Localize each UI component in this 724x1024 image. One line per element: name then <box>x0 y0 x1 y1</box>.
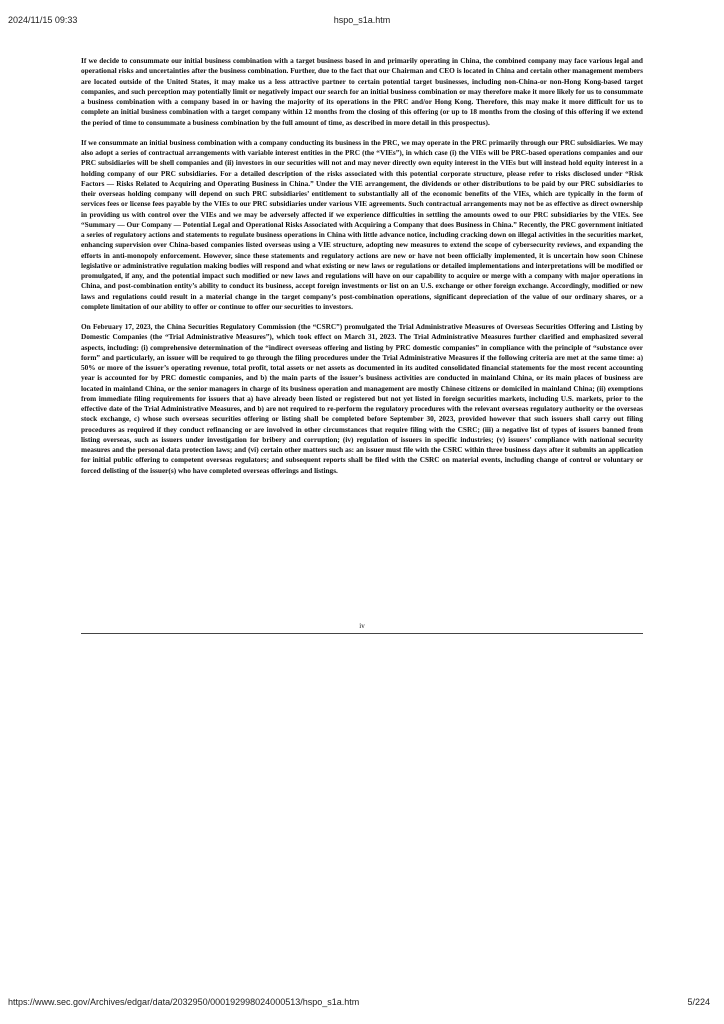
browser-print-header <box>0 15 724 29</box>
paragraph-business-combination-china: If we decide to consummate our initial business combination with a target business based in and primarily operating in China, the combined company may face various legal and operational risks and uncertainties after the business combination. Further, due to the fact that our Chairman and CEO is located in China and certain other management members are located outside of the United States, it may make us a less attractive partner to certain potential target businesses, including non-China-or non-Hong Kong-based target companies, and such perception may potentially limit or negatively impact our search for an initial business combination or may therefore make it more likely for us to consummate a business combination with a company based in or having the majority of its operations in the PRC and/or Hong Kong. Therefore, this may make it more difficult for us to complete an initial business combination with a target company within 12 months from the closing of this offering (or up to 18 months from the closing of this offering if we extend the period of time to consummate a business combination by the full amount of time, as described in more detail in this prospectus). <box>81 56 643 127</box>
document-body <box>81 56 643 486</box>
browser-print-footer <box>0 997 724 1011</box>
print-page-count: 5/224 <box>687 997 710 1007</box>
paragraph-vie-structure: If we consummate an initial business combination with a company conducting its business in the PRC, we may operate in the PRC primarily through our PRC subsidiaries. We may also adopt a series of contractual arrangements with variable interest entities in the PRC (the “VIEs”), in which case (i) the VIEs will be PRC-based operations companies and our PRC subsidiaries will be shell companies and (ii) investors in our securities will not and may never directly own equity interest in the VIEs but will instead hold equity interest in a holding company of our PRC subsidiaries. For a detailed description of the risks associated with this potential corporate structure, please refer to risks disclosed under “Risk Factors — Risks Related to Acquiring and Operating Business in China.” Under the VIE arrangement, the dividends or other distributions to be paid by our PRC subsidiaries to their overseas holding company will depend on such PRC subsidiaries’ entitlement to substantially all of the economic benefits of the VIEs, which are typically in the form of services fees or license fees payable by the VIEs to our PRC subsidiaries under various VIE agreements. Such contractual arrangements may not be as effective as direct ownership in providing us with control over the VIEs and we may be adversely affected if we experience difficulties in settling the amounts owed to our PRC subsidiaries by the VIEs. See “Summary — Our Company — Potential Legal and Operational Risks Associated with Acquiring a Company that does Business in China.” Recently, the PRC government initiated a series of regulatory actions and statements to regulate business operations in China with little advance notice, including cracking down on illegal activities in the securities market, enhancing supervision over China-based companies listed overseas using a VIE structure, adopting new measures to extend the scope of cybersecurity reviews, and expanding the efforts in anti-monopoly enforcement. However, since these statements and regulatory actions are new or have not been officially implemented, it is uncertain how soon Chinese legislative or administrative regulation making bodies will respond and what existing or new laws or regulations or detailed implementations and interpretations will be modified or promulgated, if any, and the potential impact such modified or new laws and regulations will have on our capability to acquire or merge with a company with major operations in China, and post-combination entity’s ability to conduct its business, accept foreign investments or list on an U.S. exchange or other foreign exchange. Accordingly, modified or new laws and regulations could result in a material change in the target company’s post-combination operations, significant depreciation of the value of our ordinary shares, or a complete limitation of our ability to offer or continue to offer our securities to investors. <box>81 137 643 311</box>
print-url: https://www.sec.gov/Archives/edgar/data/2032950/000192998024000513/hspo_s1a.htm <box>8 997 360 1007</box>
page-number: iv <box>359 622 365 630</box>
print-datetime: 2024/11/15 09:33 <box>8 15 78 25</box>
page-divider <box>81 633 643 634</box>
paragraph-csrc-trial-measures: On February 17, 2023, the China Securities Regulatory Commission (the “CSRC”) promulgated the Trial Administrative Measures of Overseas Securities Offering and Listing by Domestic Companies (the “Trial Administrative Measures”), which took effect on March 31, 2023. The Trial Administrative Measures further clarified and emphasized several aspects, including: (i) comprehensive determination of the “indirect overseas offering and listing by PRC domestic companies” in compliance with the principle of “substance over form” and particularly, an issuer will be required to go through the filing procedures under the Trial Administrative Measures if the following criteria are met at the same time: a) 50% or more of the issuer’s operating revenue, total profit, total assets or net assets as documented in its audited consolidated financial statements for the most recent accounting year is accounted for by PRC domestic companies, and b) the main parts of the issuer’s business activities are conducted in mainland China, or its main places of business are located in mainland China, or the senior managers in charge of its business operation and management are mostly Chinese citizens or domiciled in mainland China; (ii) exemptions from immediate filing requirements for issuers that a) have already been listed or registered but not yet listed in foreign securities markets, including U.S. markets, prior to the effective date of the Trial Administrative Measures, and b) are not required to re-perform the regulatory procedures with the relevant overseas regulatory authority or the overseas stock exchange, c) whose such overseas securities offering or listing shall be completed before September 30, 2023, provided however that such issuers shall carry out filing procedures as required if they conduct refinancing or are involved in other circumstances that require filing with the CSRC; (iii) a negative list of types of issuers banned from listing overseas, such as issuers under investigation for bribery and corruption; (iv) regulation of issuers in specific industries; (v) issuers’ compliance with national security measures and the personal data protection laws; and (vi) certain other matters such as: an issuer must file with the CSRC within three business days after it submits an application for initial public offering to competent overseas regulators; and subsequent reports shall be filed with the CSRC on material events, including change of control or voluntary or forced delisting of the issuer(s) who have completed overseas offerings and listings. <box>81 322 643 475</box>
print-document-title: hspo_s1a.htm <box>333 15 391 25</box>
